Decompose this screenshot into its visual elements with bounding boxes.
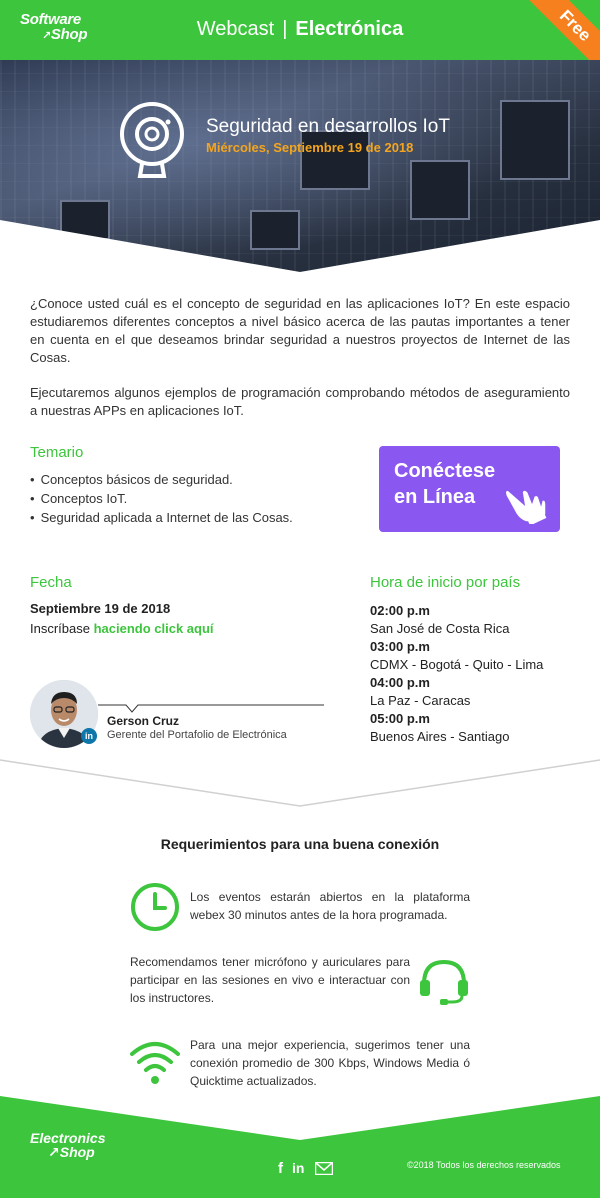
fecha-title: Fecha — [30, 574, 72, 591]
schedule-time: 05:00 p.m — [370, 711, 430, 726]
pointer-hand-icon — [504, 482, 550, 524]
requirement-text: Los eventos estarán abiertos en la plataforma webex 30 minutos antes de la hora programada. — [190, 890, 470, 922]
linkedin-icon[interactable]: in — [81, 728, 97, 744]
copyright: ©2018 Todos los derechos reservados — [407, 1160, 561, 1170]
intro-paragraph-1: ¿Conoce usted cuál es el concepto de seguridad en las aplicaciones IoT? En este espacio estudiaremos diferentes conceptos a nivel básico acerca de las pautas importantes a tener en cuenta en el que deseamos brindar seguridad a nuestros proyectos de Internet de las Cosas. — [30, 296, 570, 365]
schedule-list — [370, 602, 543, 746]
schedule-place: Buenos Aires - Santiago — [370, 729, 510, 744]
hero-title: Seguridad en desarrollos IoT — [206, 116, 450, 137]
list-item: • Conceptos IoT. — [30, 489, 293, 508]
event-date: Septiembre 19 de 2018 — [30, 601, 171, 616]
schedule-time: 03:00 p.m — [370, 639, 430, 654]
schedule-place: San José de Costa Rica — [370, 621, 510, 636]
header — [0, 0, 600, 60]
list-item: • Conceptos básicos de seguridad. — [30, 470, 293, 489]
software-shop-logo[interactable]: Software ↗Shop — [20, 11, 88, 43]
free-ribbon: Free — [526, 0, 600, 60]
headset-icon — [418, 956, 470, 1006]
header-title-category: Electrónica — [295, 18, 404, 40]
temario-title: Temario — [30, 444, 84, 461]
mail-icon[interactable] — [315, 1162, 333, 1175]
horarios-title: Hora de inicio por país — [370, 574, 521, 591]
cta-line-1: Conéctese — [394, 460, 496, 482]
header-title: Webcast | Electrónica — [196, 18, 404, 40]
electronics-shop-logo[interactable]: Electronics ↗Shop — [30, 1130, 106, 1160]
register-text: Inscríbase haciendo click aquí — [30, 621, 214, 636]
speaker-role: Gerente del Portafolio de Electrónica — [107, 729, 287, 741]
requirement-text: Recomendamos tener micrófono y auriculares para participar en las sesiones en vivo e interactuar con los instructores. — [130, 955, 410, 1005]
requirement-text: Para una mejor experiencia, sugerimos tener una conexión promedio de 300 Kbps, Windows Media ó Quicktime actualizados. — [190, 1038, 470, 1088]
register-link[interactable]: haciendo click aquí — [93, 621, 214, 636]
requirements-title: Requerimientos para una buena conexión — [160, 836, 440, 852]
schedule-place: CDMX - Bogotá - Quito - Lima — [370, 657, 544, 672]
schedule-time: 02:00 p.m — [370, 603, 430, 618]
clock-icon — [130, 882, 180, 932]
temario-list — [30, 470, 293, 527]
wifi-icon — [130, 1040, 180, 1086]
webcam-icon — [118, 100, 186, 180]
schedule-place: La Paz - Caracas — [370, 693, 471, 708]
hero-date: Miércoles, Septiembre 19 de 2018 — [206, 140, 414, 155]
speaker-divider — [98, 704, 324, 714]
list-item: • Seguridad aplicada a Internet de las Cosas. — [30, 508, 293, 527]
intro-paragraph-2: Ejecutaremos algunos ejemplos de programación comprobando métodos de aseguramiento a nuestras APPs en aplicaciones IoT. — [30, 385, 570, 418]
speaker-name: Gerson Cruz — [107, 714, 180, 728]
hero-banner — [0, 60, 600, 272]
cta-line-2: en Línea — [394, 486, 476, 508]
linkedin-footer-icon[interactable]: in — [292, 1160, 305, 1176]
header-title-webcast: Webcast — [196, 18, 275, 40]
connect-online-button[interactable] — [379, 446, 560, 532]
schedule-time: 04:00 p.m — [370, 675, 430, 690]
facebook-icon[interactable]: f — [278, 1160, 283, 1177]
section-divider — [0, 758, 600, 808]
